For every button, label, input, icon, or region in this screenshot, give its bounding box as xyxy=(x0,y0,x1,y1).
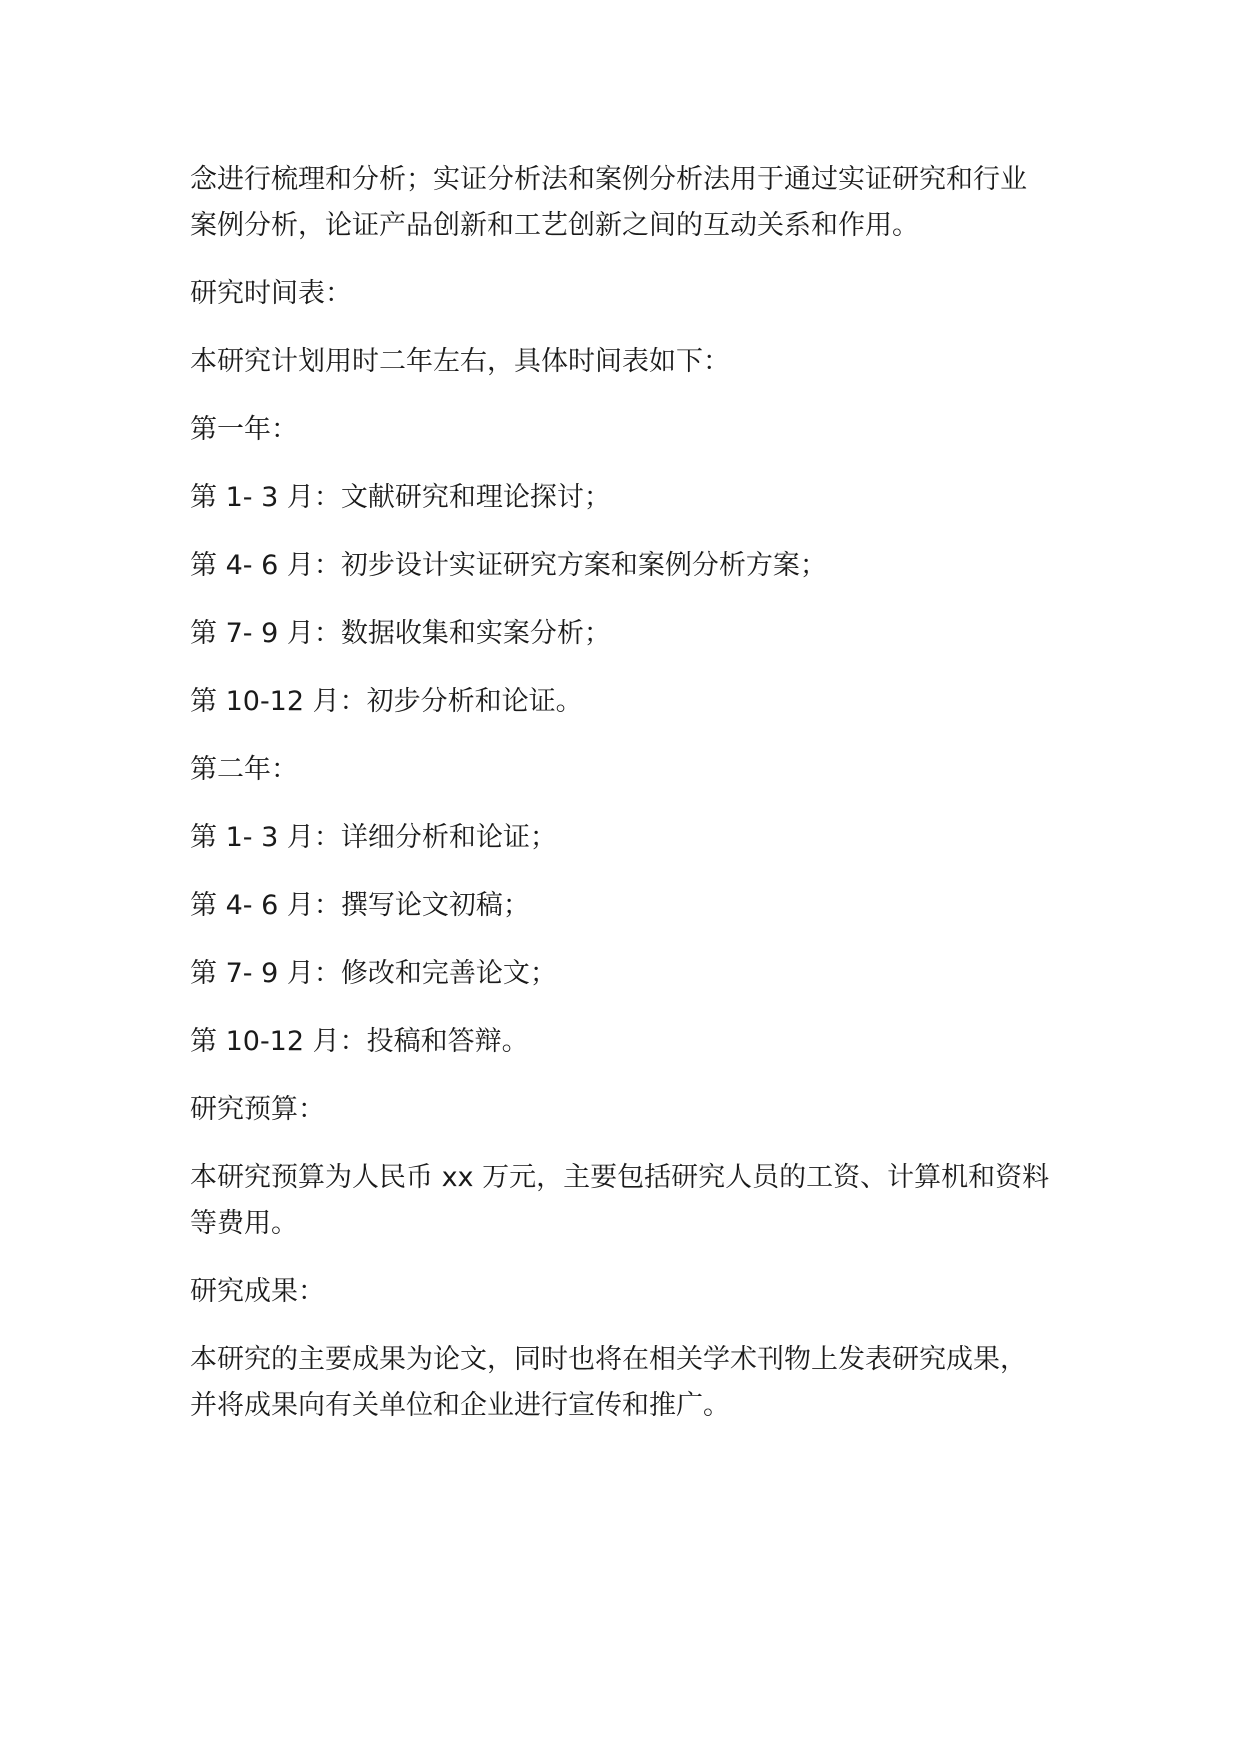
paragraph-schedule-intro xyxy=(190,339,1070,385)
paragraph-results xyxy=(190,1337,1070,1429)
heading-budget xyxy=(190,1087,1070,1133)
schedule-item xyxy=(190,883,1070,929)
text-line: 等费用。 xyxy=(190,1208,298,1239)
text-line: 第 10-12 月：投稿和答辩。 xyxy=(190,1026,529,1057)
schedule-item xyxy=(190,815,1070,861)
text-line: 第 1- 3 月：详细分析和论证； xyxy=(190,822,557,853)
schedule-item xyxy=(190,543,1070,589)
text-line: 案例分析，论证产品创新和工艺创新之间的互动关系和作用。 xyxy=(190,210,919,241)
text-line: 第 4- 6 月：初步设计实证研究方案和案例分析方案； xyxy=(190,550,827,581)
heading-year-two xyxy=(190,747,1070,793)
heading-year-one xyxy=(190,407,1070,453)
text-line: 本研究预算为人民币 xx 万元，主要包括研究人员的工资、计算机和资料 xyxy=(190,1162,1050,1193)
text-line: 本研究的主要成果为论文，同时也将在相关学术刊物上发表研究成果， xyxy=(190,1344,1027,1375)
text-line: 并将成果向有关单位和企业进行宣传和推广。 xyxy=(190,1390,730,1421)
text-line: 研究成果： xyxy=(190,1276,325,1307)
text-line: 第 10-12 月：初步分析和论证。 xyxy=(190,686,583,717)
text-line: 第二年： xyxy=(190,754,298,785)
text-line: 第 7- 9 月：修改和完善论文； xyxy=(190,958,557,989)
heading-results xyxy=(190,1269,1070,1315)
schedule-item xyxy=(190,679,1070,725)
schedule-item xyxy=(190,951,1070,997)
text-line: 研究预算： xyxy=(190,1094,325,1125)
schedule-item xyxy=(190,475,1070,521)
document-body xyxy=(190,157,1070,1451)
paragraph-methods-continued xyxy=(190,157,1070,249)
text-line: 本研究计划用时二年左右，具体时间表如下： xyxy=(190,346,730,377)
text-line: 念进行梳理和分析；实证分析法和案例分析法用于通过实证研究和行业 xyxy=(190,164,1027,195)
heading-schedule xyxy=(190,271,1070,317)
text-line: 第 7- 9 月：数据收集和实案分析； xyxy=(190,618,611,649)
schedule-item xyxy=(190,1019,1070,1065)
paragraph-budget xyxy=(190,1155,1070,1247)
text-line: 第 4- 6 月：撰写论文初稿； xyxy=(190,890,530,921)
text-line: 研究时间表： xyxy=(190,278,352,309)
text-line: 第 1- 3 月：文献研究和理论探讨； xyxy=(190,482,611,513)
schedule-item xyxy=(190,611,1070,657)
text-line: 第一年： xyxy=(190,414,298,445)
